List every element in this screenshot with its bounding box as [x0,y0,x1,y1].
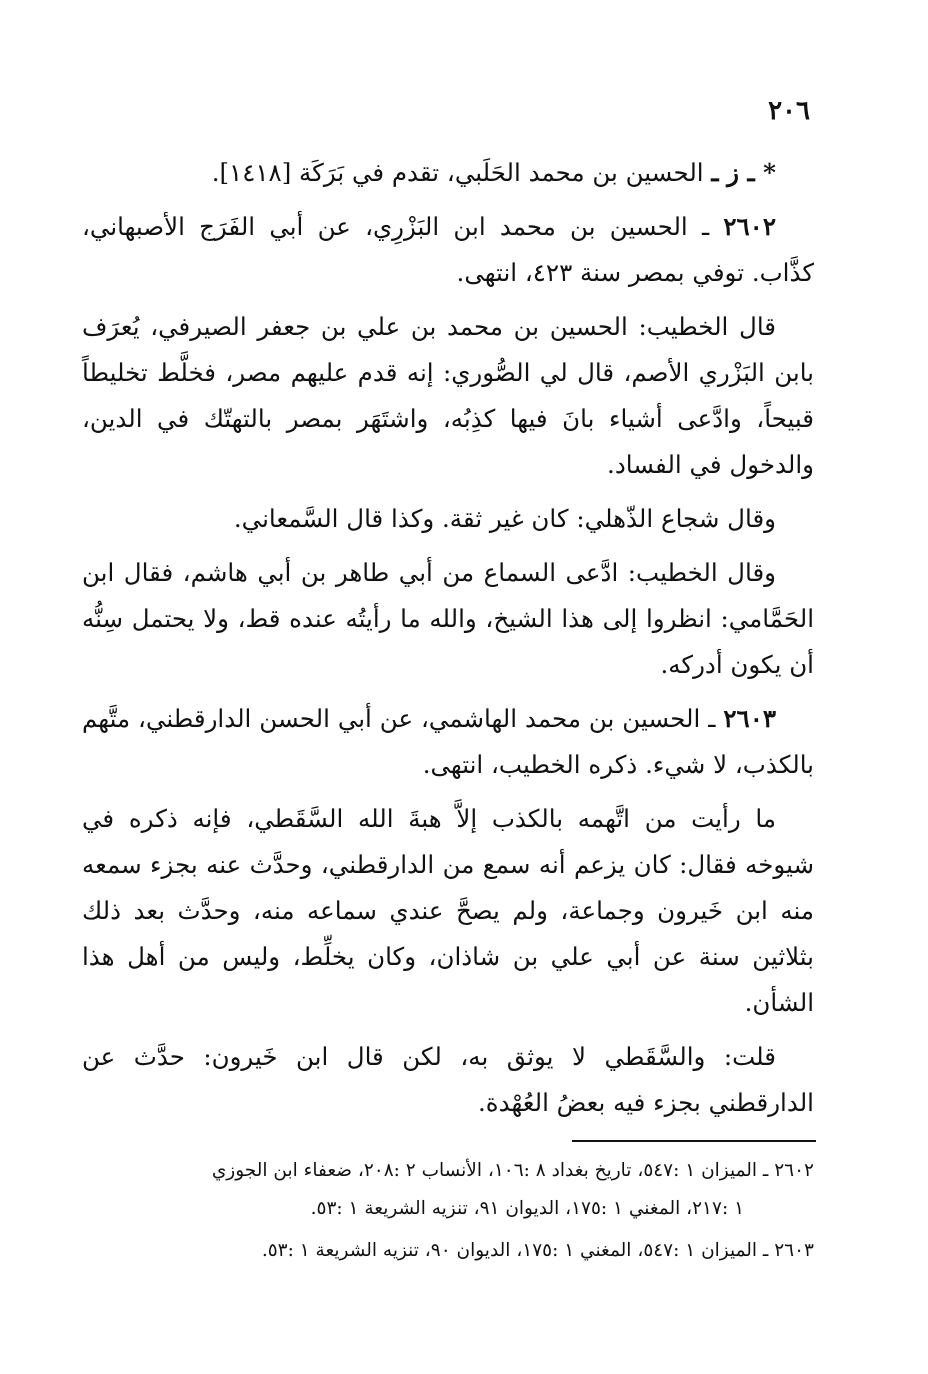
entry-2602-paragraph-2: وقال شجاع الذّهلي: كان غير ثقة. وكذا قال السَّمعاني. [233,504,776,533]
entry-2602-paragraph-3: وقال الخطيب: ادَّعى السماع من أبي طاهر بن أبي هاشم، فقال ابن الحَمَّامي: انظروا إلى هذا الشيخ، والله ما رأيتُه عنده قط، ولا يحتمل سِنُّه أن يكون أدركه. [82,558,814,679]
entry-2603-paragraph-1: ما رأيت من اتَّهمه بالكذب إلاَّ هبةَ الله السَّقَطي، فإنه ذكره في شيوخه فقال: كان يزعم أنه سمع من الدارقطني، وحدَّث عنه بجزء سمعه منه ابن خَيرون وجماعة، ولم يصحَّ عندي سماعه منه، وحدَّث بعد ذلك بثلاثين سنة عن أبي علي بن شاذان، وكان يخلِّط، وليس من أهل هذا الشأن. [82,804,814,1017]
footnote-2603 [82,1232,814,1270]
entry-2602 [82,204,814,296]
entry-text: الحسين بن محمد الحَلَبي، تقدم في بَرَكَة [١٤١٨]. [211,158,704,187]
entry-text: ـ الحسين بن محمد ابن البَزْرِي، عن أبي الفَرَج الأصبهاني، كذَّاب. توفي بمصر سنة ٤٢٣، انتهى. [82,212,814,287]
entry-number: ٢٦٠٣ [723,704,777,733]
footnote-separator [572,1140,816,1142]
entry-2602-paragraph-1: قال الخطيب: الحسين بن محمد بن علي بن جعفر الصيرفي، يُعرَف بابن البَزْري الأصم، قال لي الصُّوري: إنه قدم عليهم مصر، فخلَّط تخليطاً قبيحاً، وادَّعى أشياء بانَ فيها كذِبُه، واشتَهَر بمصر بالتهتّك في الدين، والدخول في الفساد. [82,312,814,479]
footnote-2602 [82,1152,814,1228]
entry-2603-paragraph-2: قلت: والسَّقَطي لا يوثق به، لكن قال ابن خَيرون: حدَّث عن الدارقطني بجزء فيه بعضُ العُهْدة. [82,1042,814,1117]
footnotes [82,1152,814,1274]
main-text [82,150,814,1134]
footnote-line: ٢٦٠٢ ـ الميزان ١ :٥٤٧، تاريخ بغداد ٨ :١٠٦، الأنساب ٢ :٢٠٨، ضعفاء ابن الجوزي [211,1160,814,1181]
entry-marker: * ـ ز ـ [711,158,776,187]
entry-2603 [82,696,814,788]
footnote-line: ٢٦٠٣ ـ الميزان ١ :٥٤٧، المغني ١ :١٧٥، الديوان ٩٠، تنزيه الشريعة ١ :٥٣. [261,1240,814,1261]
entry-text: ـ الحسين بن محمد الهاشمي، عن أبي الحسن الدارقطني، متَّهم بالكذب، لا شيء. ذكره الخطيب، انتهى. [82,704,814,779]
entry-cross-reference [82,150,814,196]
entry-number: ٢٦٠٢ [723,212,776,241]
page-number: ٢٠٦ [768,96,810,126]
footnote-line: ١ :٢١٧، المغني ١ :١٧٥، الديوان ٩١، تنزيه الشريعة ١ :٥٣. [310,1198,744,1219]
